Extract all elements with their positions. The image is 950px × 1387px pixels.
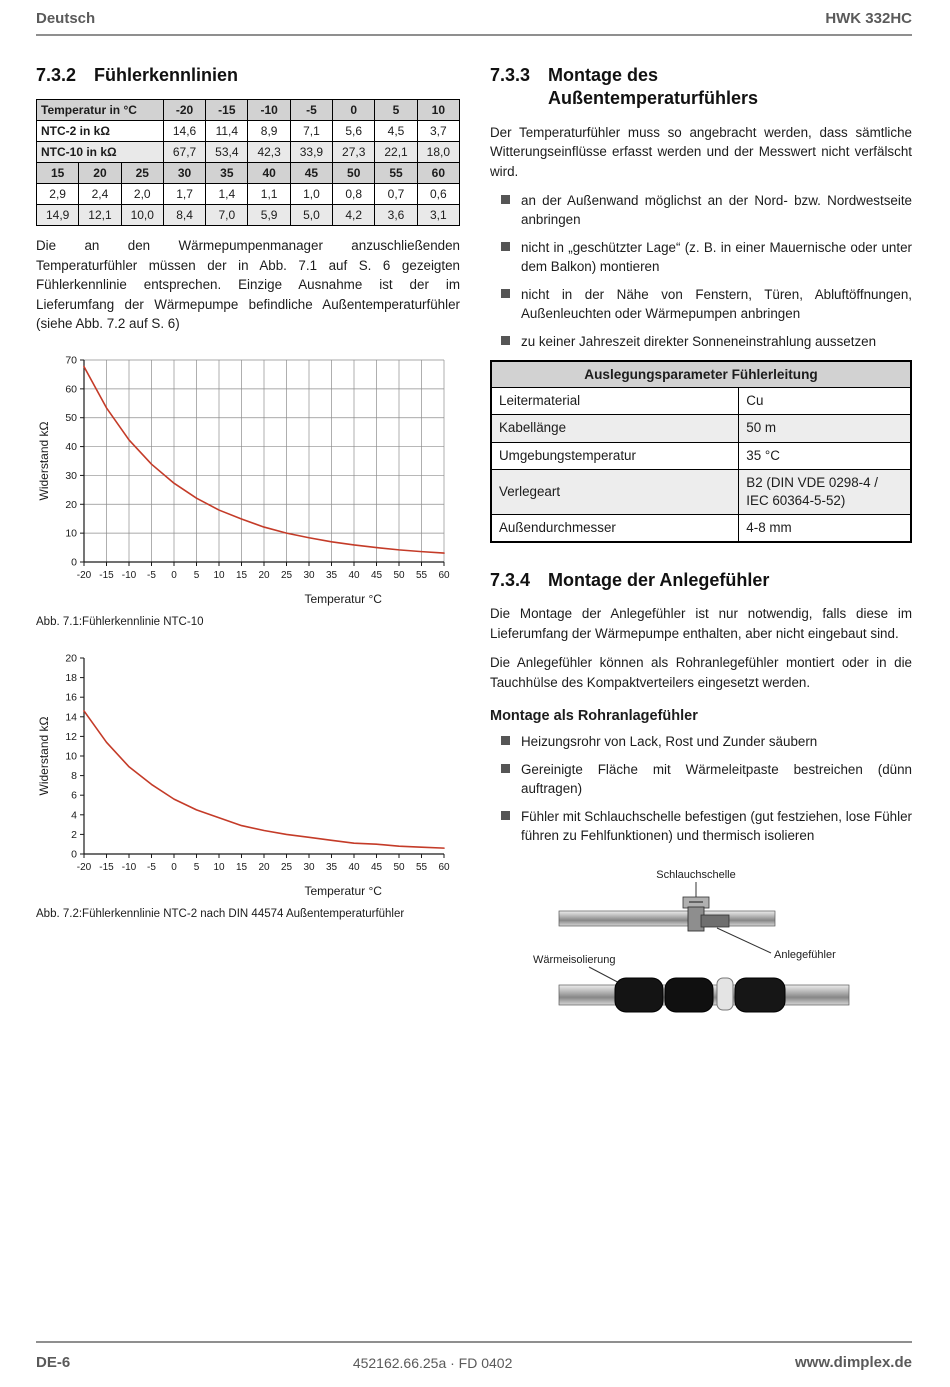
params-table-title: Auslegungsparameter Fühlerleitung bbox=[491, 361, 911, 388]
table-cell: 12,1 bbox=[79, 205, 121, 226]
svg-text:20: 20 bbox=[258, 861, 270, 873]
insulation-segment bbox=[735, 978, 785, 1012]
caption-label: Abb. 7.2: bbox=[36, 907, 83, 920]
section-heading-734 bbox=[490, 569, 912, 592]
table-cell: Cu bbox=[739, 388, 911, 415]
page-content bbox=[0, 36, 950, 1040]
bullet-item bbox=[490, 732, 912, 751]
table-cell: Leitermaterial bbox=[491, 388, 739, 415]
table-cell: 3,1 bbox=[417, 205, 459, 226]
table-cell: 4,5 bbox=[375, 121, 417, 142]
figure-caption-72 bbox=[36, 908, 460, 920]
svg-text:30: 30 bbox=[303, 569, 315, 581]
table-row bbox=[37, 205, 460, 226]
svg-text:5: 5 bbox=[193, 861, 200, 873]
footer-page-number: DE-6 bbox=[36, 1354, 71, 1371]
bullet-item bbox=[490, 332, 912, 351]
svg-text:35: 35 bbox=[325, 861, 338, 873]
table-cell: 22,1 bbox=[375, 142, 417, 163]
table-cell: Außendurchmesser bbox=[491, 514, 739, 542]
svg-text:0: 0 bbox=[71, 848, 77, 861]
table-row bbox=[37, 163, 460, 184]
table-cell: 2,4 bbox=[79, 184, 121, 205]
bullet-text: nicht in „geschützter Lage“ (z. B. in einer Mauernische oder unter dem Balkon) montieren bbox=[521, 240, 912, 275]
svg-text:30: 30 bbox=[303, 861, 315, 873]
svg-text:20: 20 bbox=[258, 569, 270, 581]
table-cell: 53,4 bbox=[206, 142, 248, 163]
svg-text:35: 35 bbox=[325, 569, 338, 581]
table-cell: Verlegeart bbox=[491, 469, 739, 514]
bullet-square-icon bbox=[501, 736, 510, 745]
bullet-text: an der Außenwand möglichst an der Nord- bzw. Nordwestseite anbringen bbox=[521, 193, 912, 228]
svg-text:-20: -20 bbox=[76, 569, 92, 581]
section-title: Fühlerkennlinien bbox=[94, 65, 239, 85]
ntc10-line-chart bbox=[36, 350, 456, 608]
svg-text:45: 45 bbox=[370, 861, 383, 873]
right-column bbox=[490, 64, 912, 1040]
page-footer bbox=[36, 1341, 912, 1371]
table-cell: B2 (DIN VDE 0298-4 / IEC 60364-5-52) bbox=[739, 469, 911, 514]
left-column bbox=[36, 64, 460, 1040]
svg-text:-10: -10 bbox=[121, 569, 137, 581]
s733-bullet-list bbox=[490, 191, 912, 351]
bullet-item bbox=[490, 285, 912, 323]
table-row bbox=[491, 442, 911, 469]
section-heading-733 bbox=[490, 64, 912, 111]
svg-text:50: 50 bbox=[65, 411, 77, 424]
table-cell: 1,4 bbox=[206, 184, 248, 205]
footer-website-link[interactable]: www.dimplex.de bbox=[795, 1354, 912, 1371]
table-cell: 5,6 bbox=[333, 121, 375, 142]
chart-ntc2 bbox=[36, 648, 460, 900]
table-cell: 33,9 bbox=[290, 142, 332, 163]
svg-text:8: 8 bbox=[71, 769, 77, 782]
table-cell: 50 bbox=[333, 163, 375, 184]
footer-document-id: 452162.66.25a · FD 0402 bbox=[352, 1355, 513, 1371]
section-title: Montage des Außentemperaturfühlers bbox=[548, 65, 759, 109]
table-row bbox=[37, 142, 460, 163]
table-cell: 5,9 bbox=[248, 205, 290, 226]
table-cell: 55 bbox=[375, 163, 417, 184]
svg-text:30: 30 bbox=[65, 469, 77, 482]
svg-text:-5: -5 bbox=[147, 861, 156, 873]
svg-text:0: 0 bbox=[71, 556, 77, 569]
svg-text:-15: -15 bbox=[99, 861, 114, 873]
top-pipe bbox=[559, 911, 775, 926]
header-product-name: HWK 332HC bbox=[825, 10, 912, 27]
table-cell: 2,0 bbox=[121, 184, 163, 205]
sensor-body bbox=[701, 915, 729, 927]
svg-text:16: 16 bbox=[65, 691, 77, 704]
svg-text:20: 20 bbox=[65, 498, 77, 511]
s733-intro: Der Temperaturfühler muss so angebracht werden, dass sämtliche Witterungseinflüsse erfasst werden und der Messwert nicht verfälscht wird. bbox=[490, 124, 912, 179]
section-number: 7.3.2 bbox=[36, 65, 77, 85]
svg-text:45: 45 bbox=[370, 569, 383, 581]
svg-text:40: 40 bbox=[65, 440, 77, 453]
table-cell: 14,9 bbox=[37, 205, 79, 226]
table-cell: 0 bbox=[333, 100, 375, 121]
table-cell: 27,3 bbox=[333, 142, 375, 163]
svg-text:2: 2 bbox=[71, 828, 77, 841]
svg-text:55: 55 bbox=[415, 861, 428, 873]
table-cell: 5,0 bbox=[290, 205, 332, 226]
table-cell: -5 bbox=[290, 100, 332, 121]
anlegefuehler-figure bbox=[531, 867, 871, 1040]
svg-text:Temperatur °C: Temperatur °C bbox=[304, 591, 382, 606]
table-row bbox=[37, 121, 460, 142]
bullet-text: nicht in der Nähe von Fenstern, Türen, Abluftöffnungen, Außenleuchten oder Wärmepumpen anbringen bbox=[521, 287, 912, 322]
table-row bbox=[37, 184, 460, 205]
svg-text:10: 10 bbox=[65, 750, 77, 763]
bullet-square-icon bbox=[501, 195, 510, 204]
table-cell: 1,7 bbox=[163, 184, 205, 205]
svg-text:50: 50 bbox=[393, 569, 405, 581]
bullet-square-icon bbox=[501, 764, 510, 773]
table-cell: 7,1 bbox=[290, 121, 332, 142]
svg-text:40: 40 bbox=[348, 861, 360, 873]
insulation-gap bbox=[717, 978, 733, 1010]
svg-text:14: 14 bbox=[65, 710, 77, 723]
insulation-segment bbox=[615, 978, 663, 1012]
table-row bbox=[491, 388, 911, 415]
svg-text:4: 4 bbox=[71, 808, 77, 821]
svg-text:60: 60 bbox=[438, 569, 450, 581]
bullet-item bbox=[490, 238, 912, 276]
section-title: Montage der Anlegefühler bbox=[548, 569, 770, 590]
table-cell: 14,6 bbox=[163, 121, 205, 142]
intro-paragraph: Die an den Wärmepumpenmanager anzuschließenden Temperaturfühler müssen der in Abb. 7.1 auf S. 6 gezeigten Fühlerkennlinie entsprechen. Einzige Ausnahme ist der im Lieferumfang der Wärmepumpe befindliche Außentemperaturfühler (siehe Abb. 7.2 auf S. 6) bbox=[36, 238, 460, 332]
svg-text:70: 70 bbox=[65, 354, 77, 367]
label-anlegefuehler: Anlegefühler bbox=[774, 949, 836, 962]
table-cell: 25 bbox=[121, 163, 163, 184]
svg-text:55: 55 bbox=[415, 569, 428, 581]
page-header bbox=[36, 0, 912, 36]
design-parameters-table bbox=[490, 360, 912, 543]
table-cell: 35 °C bbox=[739, 442, 911, 469]
table-cell: 67,7 bbox=[163, 142, 205, 163]
table-cell: 0,6 bbox=[417, 184, 459, 205]
svg-text:5: 5 bbox=[193, 569, 200, 581]
table-cell: 1,1 bbox=[248, 184, 290, 205]
pipe-mounting-illustration bbox=[531, 867, 871, 1035]
header-language: Deutsch bbox=[36, 10, 96, 27]
svg-text:12: 12 bbox=[65, 730, 77, 743]
table-cell: 10,0 bbox=[121, 205, 163, 226]
svg-text:Widerstand kΩ: Widerstand kΩ bbox=[37, 716, 51, 796]
svg-text:-15: -15 bbox=[99, 569, 114, 581]
bullet-item bbox=[490, 760, 912, 798]
caption-text: Fühlerkennlinie NTC-2 nach DIN 44574 Außentemperaturfühler bbox=[82, 907, 405, 920]
svg-text:Widerstand kΩ: Widerstand kΩ bbox=[37, 421, 51, 501]
table-cell: -20 bbox=[163, 100, 205, 121]
caption-text: Fühlerkennlinie NTC-10 bbox=[82, 615, 204, 628]
bullet-text: Fühler mit Schlauchschelle befestigen (gut festziehen, lose Fühler führen zu Fehlfunktionen) und thermisch isolieren bbox=[521, 809, 912, 844]
svg-text:-20: -20 bbox=[76, 861, 92, 873]
table-row bbox=[491, 469, 911, 514]
table-cell: 45 bbox=[290, 163, 332, 184]
insulation-segment bbox=[665, 978, 713, 1012]
svg-text:-5: -5 bbox=[147, 569, 156, 581]
leader-line-sensor bbox=[717, 928, 771, 953]
ntc-characteristics-table bbox=[36, 99, 460, 226]
table-cell: 11,4 bbox=[206, 121, 248, 142]
table-cell: 3,7 bbox=[417, 121, 459, 142]
table-cell: 7,0 bbox=[206, 205, 248, 226]
table-cell: 20 bbox=[79, 163, 121, 184]
chart-ntc10 bbox=[36, 350, 460, 608]
s734-bullet-list bbox=[490, 732, 912, 845]
table-cell: 5 bbox=[375, 100, 417, 121]
svg-text:18: 18 bbox=[65, 671, 77, 684]
caption-label: Abb. 7.1: bbox=[36, 615, 83, 628]
table-cell: -15 bbox=[206, 100, 248, 121]
ntc2-line-chart bbox=[36, 648, 456, 900]
bullet-square-icon bbox=[501, 811, 510, 820]
table-cell: Umgebungstemperatur bbox=[491, 442, 739, 469]
svg-text:25: 25 bbox=[280, 569, 293, 581]
table-cell: 1,0 bbox=[290, 184, 332, 205]
bullet-item bbox=[490, 807, 912, 845]
svg-text:Temperatur °C: Temperatur °C bbox=[304, 883, 382, 898]
table-row bbox=[491, 415, 911, 442]
svg-text:6: 6 bbox=[71, 789, 77, 802]
table-cell: Temperatur in °C bbox=[37, 100, 164, 121]
table-cell: 4-8 mm bbox=[739, 514, 911, 542]
svg-text:15: 15 bbox=[235, 569, 248, 581]
table-cell: Kabellänge bbox=[491, 415, 739, 442]
svg-text:60: 60 bbox=[438, 861, 450, 873]
svg-text:10: 10 bbox=[65, 527, 77, 540]
table-cell: 60 bbox=[417, 163, 459, 184]
table-cell: 30 bbox=[163, 163, 205, 184]
section-number: 7.3.3 bbox=[490, 65, 531, 85]
subheading-rohranlagefuehler: Montage als Rohranlagefühler bbox=[490, 708, 698, 725]
bullet-square-icon bbox=[501, 289, 510, 298]
svg-text:20: 20 bbox=[65, 652, 77, 665]
svg-text:0: 0 bbox=[171, 569, 177, 581]
bullet-text: zu keiner Jahreszeit direkter Sonneneinstrahlung aussetzen bbox=[521, 334, 877, 350]
svg-text:60: 60 bbox=[65, 382, 77, 395]
svg-text:10: 10 bbox=[213, 861, 225, 873]
label-schlauchschelle: Schlauchschelle bbox=[656, 869, 736, 882]
table-cell: 8,9 bbox=[248, 121, 290, 142]
section-number: 7.3.4 bbox=[490, 569, 531, 590]
section-heading-732 bbox=[36, 64, 460, 87]
svg-text:-10: -10 bbox=[121, 861, 137, 873]
table-cell: 15 bbox=[37, 163, 79, 184]
s734-paragraph-2: Die Anlegefühler können als Rohranlegefühler montiert oder in die Tauchhülse des Kompaktverteilers eingesetzt werden. bbox=[490, 655, 912, 690]
table-cell: 18,0 bbox=[417, 142, 459, 163]
bullet-text: Heizungsrohr von Lack, Rost und Zunder säubern bbox=[521, 734, 818, 750]
svg-text:40: 40 bbox=[348, 569, 360, 581]
table-cell: 0,8 bbox=[333, 184, 375, 205]
bullet-text: Gereinigte Fläche mit Wärmeleitpaste bestreichen (dünn auftragen) bbox=[521, 762, 912, 797]
table-cell: -10 bbox=[248, 100, 290, 121]
table-cell: NTC-2 in kΩ bbox=[37, 121, 164, 142]
table-row bbox=[37, 100, 460, 121]
s734-paragraph-1: Die Montage der Anlegefühler ist nur notwendig, falls diese im Lieferumfang der Wärmepumpe enthalten, aber nicht eingebaut sind. bbox=[490, 606, 912, 641]
table-cell: 35 bbox=[206, 163, 248, 184]
svg-text:10: 10 bbox=[213, 569, 225, 581]
table-cell: 2,9 bbox=[37, 184, 79, 205]
label-waermeisolierung: Wärmeisolierung bbox=[533, 954, 616, 967]
table-cell: 4,2 bbox=[333, 205, 375, 226]
table-cell: 10 bbox=[417, 100, 459, 121]
table-cell: 42,3 bbox=[248, 142, 290, 163]
bullet-square-icon bbox=[501, 336, 510, 345]
svg-text:15: 15 bbox=[235, 861, 248, 873]
table-row bbox=[491, 514, 911, 542]
svg-text:0: 0 bbox=[171, 861, 177, 873]
table-cell: NTC-10 in kΩ bbox=[37, 142, 164, 163]
table-cell: 0,7 bbox=[375, 184, 417, 205]
table-cell: 40 bbox=[248, 163, 290, 184]
table-cell: 8,4 bbox=[163, 205, 205, 226]
figure-caption-71 bbox=[36, 616, 460, 628]
svg-text:25: 25 bbox=[280, 861, 293, 873]
bullet-item bbox=[490, 191, 912, 229]
table-cell: 3,6 bbox=[375, 205, 417, 226]
bullet-square-icon bbox=[501, 242, 510, 251]
table-cell: 50 m bbox=[739, 415, 911, 442]
svg-text:50: 50 bbox=[393, 861, 405, 873]
